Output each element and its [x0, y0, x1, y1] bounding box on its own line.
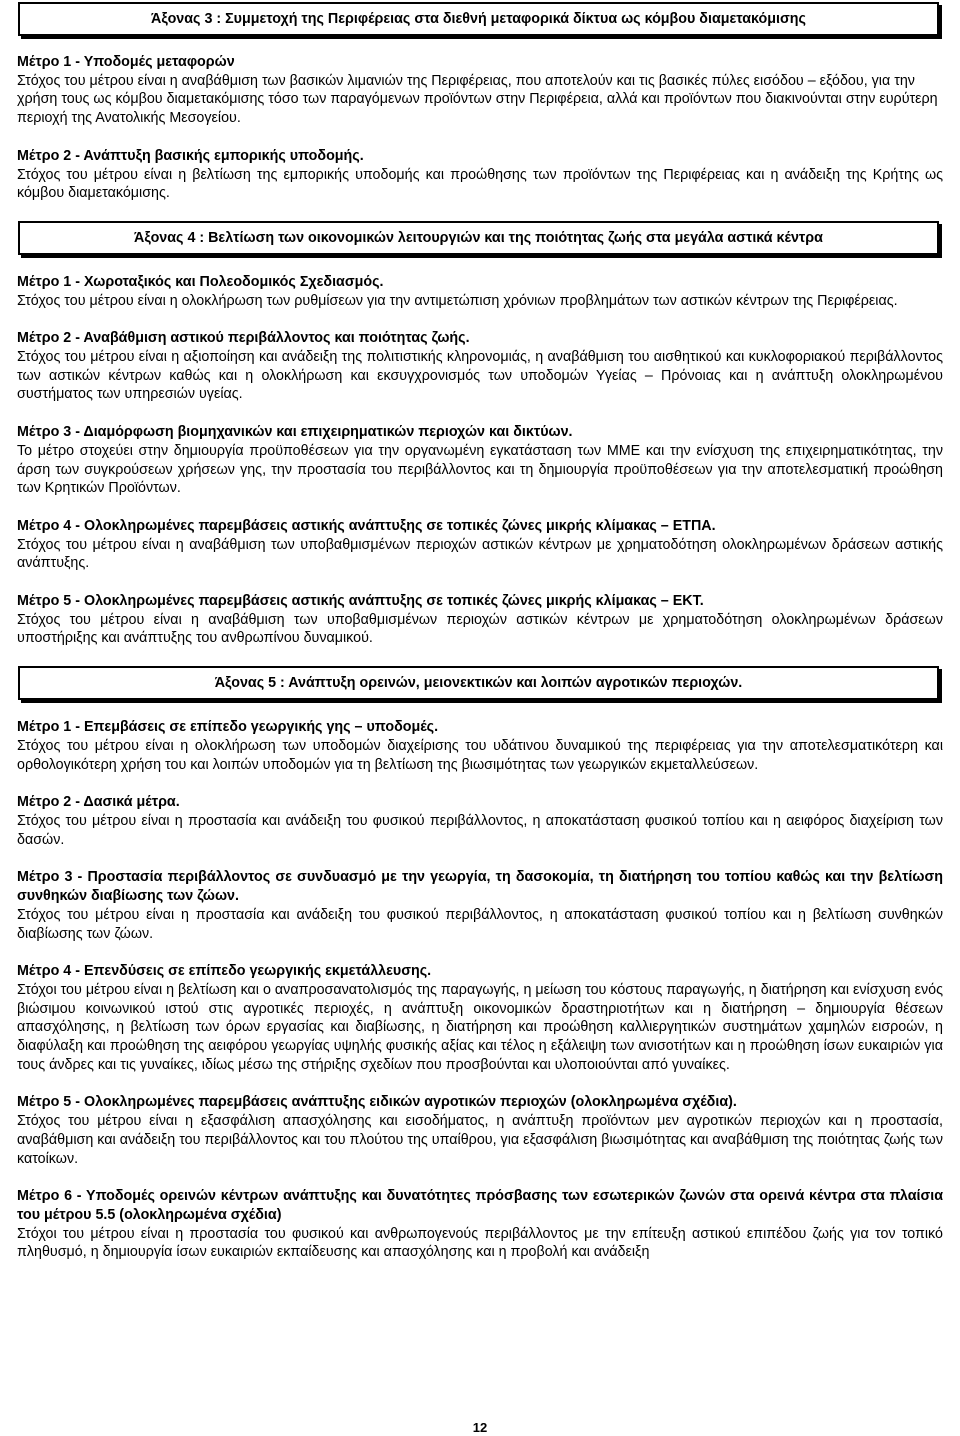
measure-title: Μέτρο 3 - Διαμόρφωση βιομηχανικών και επιχειρηματικών περιοχών και δικτύων. — [17, 424, 573, 441]
measure-body: Στόχοι του μέτρου είναι η βελτίωση και ο αναπροσανατολισμός της παραγωγής, η μείωση του κόστους παραγωγής, η διατήρηση και ενίσχυση ενός βιώσιμου κοινωνικού ιστού στις αγροτικές περιοχές, η ανάπτυξη οικονομικών δραστηριοτήτων και η διατήρηση – δημιουργία θέσεων απασχόλησης, η βελτίωση των όρων εργασίας και διαβίωσης, η διατήρηση και προώθηση καλλιεργητικών συστημάτων χαμηλών εισροών, η διαφύλαξη και προώθηση της αειφόρου γεωργίας υψηλής φυσικής αξίας και τέλος η εξάλειψη των ανισοτήτων και η προώθηση ίσων ευκαιριών για τους άνδρες και τις γυναίκες, ιδίως μέσω της στήριξης σχεδίων που προσβούνται και υλοποιούνται από γυναίκες. — [17, 981, 943, 1073]
axis-3-section — [17, 53, 943, 203]
measure-title: Μέτρο 1 - Υποδομές μεταφορών — [17, 54, 235, 70]
measure-body: Το μέτρο στοχεύει στην δημιουργία προϋποθέσεων για την οργανωμένη εγκατάσταση των ΜΜΕ και την ενίσχυση της επιχειρηματικότητας, την άρση των συγκρούσεων χρήσεων γης, την προστασία του περιβάλλοντος και τη δημιουργία προϋποθέσεων για την αποτελεσματική προώθηση των Κρητικών Προϊόντων. — [17, 442, 943, 497]
measure-axis4-2 — [17, 329, 943, 404]
measure-title: Μέτρο 2 - Ανάπτυξη βασικής εμπορικής υποδομής. — [17, 147, 364, 164]
measure-body: Στόχος του μέτρου είναι η αναβάθμιση των υποβαθμισμένων περιοχών αστικών κέντρων με χρηματοδότηση ολοκληρωμένων δράσεων αστικής ανάπτυξης. — [17, 536, 943, 572]
document-page — [17, 0, 943, 1262]
measure-body: Στόχος του μέτρου είναι η αναβάθμιση των βασικών λιμανιών της Περιφέρειας, που αποτελούν και τις βασικές πύλες εισόδου – εξόδου, για την χρήση τους ως κόμβου διαμετακόμισης τόσο των παραγόμενων προϊόντων στην Περιφέρεια, αλλά και προϊόντων που διακινούνται στην ευρύτερη περιοχή της Ανατολικής Μεσογείου. — [17, 72, 938, 127]
measure-axis5-2 — [17, 793, 943, 849]
axis-5-title: Άξονας 5 : Ανάπτυξη ορεινών, μειονεκτικών και λοιπών αγροτικών περιοχών. — [214, 675, 743, 692]
axis-4-section — [17, 273, 943, 648]
measure-body: Στόχος του μέτρου είναι η εξασφάλιση απασχόλησης και εισοδήματος, η ανάπτυξη προϊόντων μεν αγροτικών περιοχών και η προστασία, αναβάθμιση και ανάδειξη του περιβάλλοντος και του πλούτου της υπαίθρου, για εξασφάλιση βιωσιμότητας και αναβάθμιση της ποιότητας ζωής των κατοίκων. — [17, 1113, 943, 1167]
measure-axis4-5 — [17, 592, 943, 648]
axis-3-title: Άξονας 3 : Συμμετοχή της Περιφέρειας στα διεθνή μεταφορικά δίκτυα ως κόμβου διαμετακόμισης — [151, 11, 806, 27]
measure-body: Στόχος του μέτρου είναι η βελτίωση της εμπορικής υποδομής και προώθησης των προϊόντων της Περιφέρειας και η ανάδειξη της Κρήτης ως κόμβου διαμετακόμισης. — [17, 166, 943, 202]
measure-title: Μέτρο 6 - Υποδομές ορεινών κέντρων ανάπτυξης και δυνατότητες πρόσβασης των εσωτερικών ζωνών στα ορεινά κέντρα στα πλαίσια του μέτρου 5.5 (ολοκληρωμένα σχέδια) — [17, 1188, 943, 1223]
measure-title: Μέτρο 3 - Προστασία περιβάλλοντος σε συνδυασμό με την γεωργία, τη δασοκομία, τη διατήρηση του τοπίου καθώς και την βελτίωση συνθηκών διαβίωσης των ζώων. — [17, 869, 943, 905]
measure-title: Μέτρο 2 - Δασικά μέτρα. — [17, 794, 180, 811]
measure-axis4-3 — [17, 423, 943, 498]
axis-5-heading — [18, 666, 939, 700]
measure-title: Μέτρο 4 - Επενδύσεις σε επίπεδο γεωργικής εκμετάλλευσης. — [17, 963, 432, 980]
measure-axis4-1 — [17, 273, 943, 310]
measure-axis5-1 — [17, 718, 943, 774]
measure-body: Στόχοι του μέτρου είναι η προστασία του φυσικού και ανθρωπογενούς περιβάλλοντος με την επίτευξη αστικού επιπέδου ζωής για τον τοπικό πληθυσμό, η δημιουργία ίσων ευκαιριών εκπαίδευσης και απασχόλησης και η προβολή και ανάδειξη — [17, 1225, 943, 1261]
axis-5-section — [17, 718, 943, 1262]
measure-body: Στόχος του μέτρου είναι η προστασία και ανάδειξη του φυσικού περιβάλλοντος, η αποκατάσταση φυσικού τοπίου και η αειφόρος διαχείριση των δασών. — [17, 812, 943, 848]
measure-title: Μέτρο 4 - Ολοκληρωμένες παρεμβάσεις αστικής ανάπτυξης σε τοπικές ζώνες μικρής κλίμακας – ΕΤΠΑ. — [17, 517, 716, 534]
axis-4-title: Άξονας 4 : Βελτίωση των οικονομικών λειτουργιών και της ποιότητας ζωής στα μεγάλα αστικά κέντρα — [134, 229, 823, 246]
axis-3-heading — [18, 2, 939, 36]
measure-axis3-2 — [17, 147, 943, 203]
measure-body: Στόχος του μέτρου είναι η ολοκλήρωση των υποδομών διαχείρισης του υδάτινου δυναμικού της περιφέρειας για την αποτελεσματικότερη και ορθολογικότερη χρήση του και λοιπών υποδομών για τη βελτίωση της βιωσιμότητας των γεωργικών εκμεταλλεύσεων. — [17, 737, 943, 773]
measure-title: Μέτρο 2 - Αναβάθμιση αστικού περιβάλλοντος και ποιότητας ζωής. — [17, 330, 470, 347]
measure-axis5-6 — [17, 1187, 943, 1262]
measure-body: Στόχος του μέτρου είναι η προστασία και ανάδειξη του φυσικού περιβάλλοντος, η αποκατάσταση φυσικού τοπίου και η βελτίωση συνθηκών διαβίωσης των ζώων. — [17, 906, 943, 942]
measure-axis5-3 — [17, 868, 943, 943]
measure-title: Μέτρο 1 - Επεμβάσεις σε επίπεδο γεωργικής γης – υποδομές. — [17, 719, 439, 736]
measure-title: Μέτρο 5 - Ολοκληρωμένες παρεμβάσεις αστικής ανάπτυξης σε τοπικές ζώνες μικρής κλίμακας – ΕΚΤ. — [17, 593, 704, 610]
measure-body: Στόχος του μέτρου είναι η ολοκλήρωση των ρυθμίσεων για την αντιμετώπιση χρόνιων προβλημάτων των αστικών κέντρων της Περιφέρειας. — [17, 292, 898, 309]
measure-axis5-5 — [17, 1093, 943, 1168]
measure-axis4-4 — [17, 517, 943, 573]
measure-title: Μέτρο 1 - Χωροταξικός και Πολεοδομικός Σχεδιασμός. — [17, 273, 384, 290]
measure-body: Στόχος του μέτρου είναι η αξιοποίηση και ανάδειξη της πολιτιστικής κληρονομιάς, η αναβάθμιση του αισθητικού και κυκλοφοριακού περιβάλλοντος των αστικών κέντρων καθώς και η ολοκλήρωση και εκσυγχρονισμός των υποδομών Υγείας – Πρόνοιας και η ανάπτυξη ολοκληρωμένου συστήματος των υπηρεσιών υγείας. — [17, 349, 943, 403]
axis-4-heading — [18, 221, 939, 255]
measure-axis3-1 — [17, 53, 943, 128]
measure-title: Μέτρο 5 - Ολοκληρωμένες παρεμβάσεις ανάπτυξης ειδικών αγροτικών περιοχών (ολοκληρωμένα σχέδια). — [17, 1094, 737, 1111]
measure-body: Στόχος του μέτρου είναι η αναβάθμιση των υποβαθμισμένων περιοχών αστικών κέντρων με χρηματοδότηση ολοκληρωμένων δράσεων υποστήριξης και ανάπτυξης του ανθρωπίνου δυναμικού. — [17, 611, 943, 647]
page-number: 12 — [472, 1420, 488, 1435]
measure-axis5-4 — [17, 962, 943, 1074]
